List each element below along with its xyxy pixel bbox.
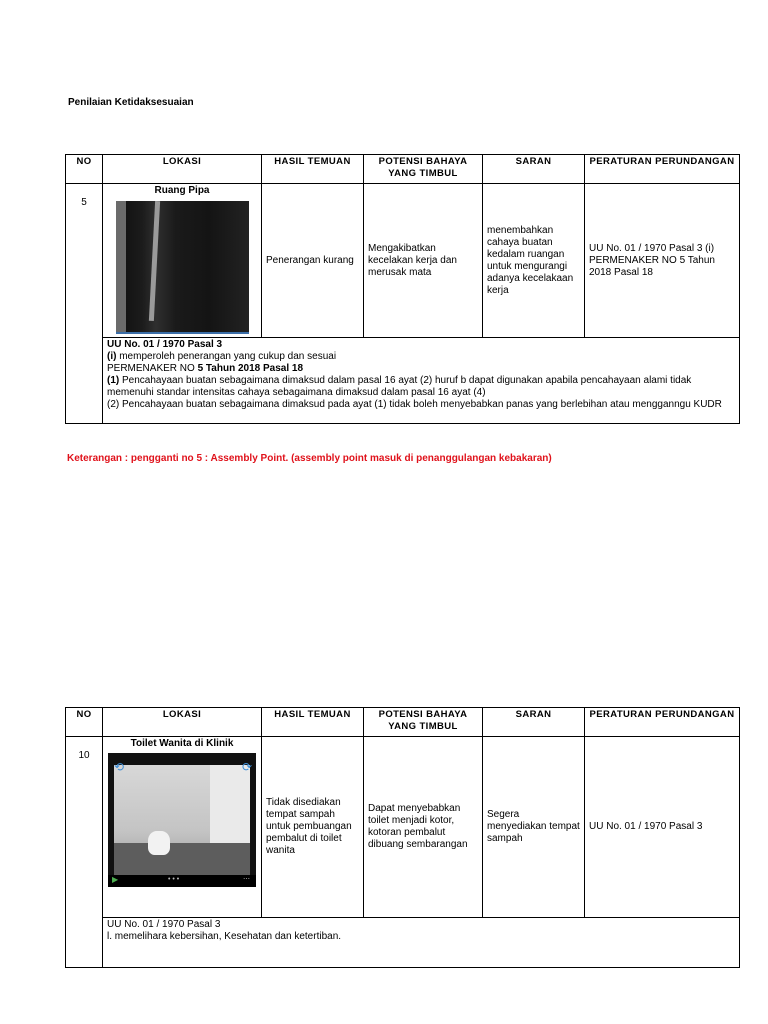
- location-name: Toilet Wanita di Klinik: [130, 738, 234, 749]
- regulation-bold: 5 Tahun 2018 Pasal 18: [197, 363, 304, 374]
- table-row: [66, 737, 740, 918]
- regulation-line: (2) Pencahayaan buatan sebagaimana dimaksud pada ayat (1) tidak boleh menyebabkan panas yang berlebihan atau mengganngu KUDR: [107, 399, 722, 410]
- hasil-temuan-cell: Tidak disediakan tempat sampah untuk pembuangan pembalut di toilet wanita: [262, 737, 364, 918]
- regulation-text: Pencahayaan buatan sebagaimana dimaksud dalam pasal 16 ayat (2) huruf b dapat digunakan apabila pencahayaan alami tidak memenuhi standar intensitas cahaya sebagaimana dimaksud dalam pasal 16 ayat (4): [107, 375, 692, 398]
- location-cell: [103, 737, 262, 918]
- location-photo: [108, 753, 256, 887]
- photo-pipe: [148, 201, 159, 321]
- regulation-row: [66, 338, 740, 424]
- header-saran: SARAN: [483, 155, 585, 184]
- photo-window-frame: [116, 201, 126, 332]
- row-number: 5: [66, 184, 103, 424]
- video-control-bar: [108, 875, 256, 887]
- header-potensi: POTENSI BAHAYA YANG TIMBUL: [364, 155, 483, 184]
- header-hasil: HASIL TEMUAN: [262, 708, 364, 737]
- regulation-detail: [103, 338, 740, 424]
- share-icon: ⟳: [241, 760, 252, 774]
- header-lokasi: LOKASI: [103, 155, 262, 184]
- regulation-line: UU No. 01 / 1970 Pasal 3: [107, 339, 223, 350]
- play-icon: ▶: [112, 875, 119, 884]
- regulation-line: [107, 351, 735, 363]
- header-peraturan: PERATURAN PERUNDANGAN: [585, 155, 740, 184]
- note-text: Keterangan : pengganti no 5 : Assembly Point. (assembly point masuk di penanggulangan kebakaran): [67, 453, 552, 464]
- regulation-bold: (1): [107, 375, 120, 386]
- saran-cell: menembahkan cahaya buatan kedalam ruangan untuk mengurangi adanya kecelakaan kerja: [483, 184, 585, 338]
- header-saran: SARAN: [483, 708, 585, 737]
- peraturan-cell: UU No. 01 / 1970 Pasal 3: [585, 737, 740, 918]
- table-header-row: [66, 155, 740, 184]
- share-icon: ⟲: [114, 760, 125, 774]
- dots-icon: • • •: [168, 876, 180, 883]
- photo-floor: [114, 843, 250, 875]
- page-title: Penilaian Ketidaksesuaian: [68, 97, 194, 108]
- header-no: NO: [66, 155, 103, 184]
- regulation-line: UU No. 01 / 1970 Pasal 3: [107, 919, 221, 930]
- regulation-line: [107, 375, 735, 399]
- saran-cell: Segera menyediakan tempat sampah: [483, 737, 585, 918]
- regulation-row: [66, 918, 740, 968]
- header-potensi: POTENSI BAHAYA YANG TIMBUL: [364, 708, 483, 737]
- row-number: 10: [66, 737, 103, 968]
- regulation-line: [107, 363, 735, 375]
- regulation-detail: [103, 918, 740, 968]
- findings-table-1: [65, 154, 740, 424]
- hasil-temuan-cell: Penerangan kurang: [262, 184, 364, 338]
- regulation-bold: (i): [107, 351, 117, 362]
- peraturan-cell: UU No. 01 / 1970 Pasal 3 (i) PERMENAKER NO 5 Tahun 2018 Pasal 18: [585, 184, 740, 338]
- location-name: Ruang Pipa: [154, 185, 210, 196]
- regulation-line: l. memelihara kebersihan, Kesehatan dan ketertiban.: [107, 931, 342, 942]
- photo-toilet: [148, 831, 170, 855]
- potensi-bahaya-cell: Mengakibatkan kecelakan kerja dan merusak mata: [364, 184, 483, 338]
- menu-icon: ⋯: [243, 876, 250, 883]
- location-cell: [103, 184, 262, 338]
- header-no: NO: [66, 708, 103, 737]
- table-row: [66, 184, 740, 338]
- header-hasil: HASIL TEMUAN: [262, 155, 364, 184]
- regulation-text: PERMENAKER NO: [107, 363, 198, 374]
- findings-table-2: [65, 707, 740, 968]
- regulation-text: memperoleh penerangan yang cukup dan sesuai: [116, 351, 337, 362]
- header-peraturan: PERATURAN PERUNDANGAN: [585, 708, 740, 737]
- potensi-bahaya-cell: Dapat menyebabkan toilet menjadi kotor, kotoran pembalut dibuang sembarangan: [364, 737, 483, 918]
- header-lokasi: LOKASI: [103, 708, 262, 737]
- location-photo: [116, 201, 249, 334]
- table-header-row: [66, 708, 740, 737]
